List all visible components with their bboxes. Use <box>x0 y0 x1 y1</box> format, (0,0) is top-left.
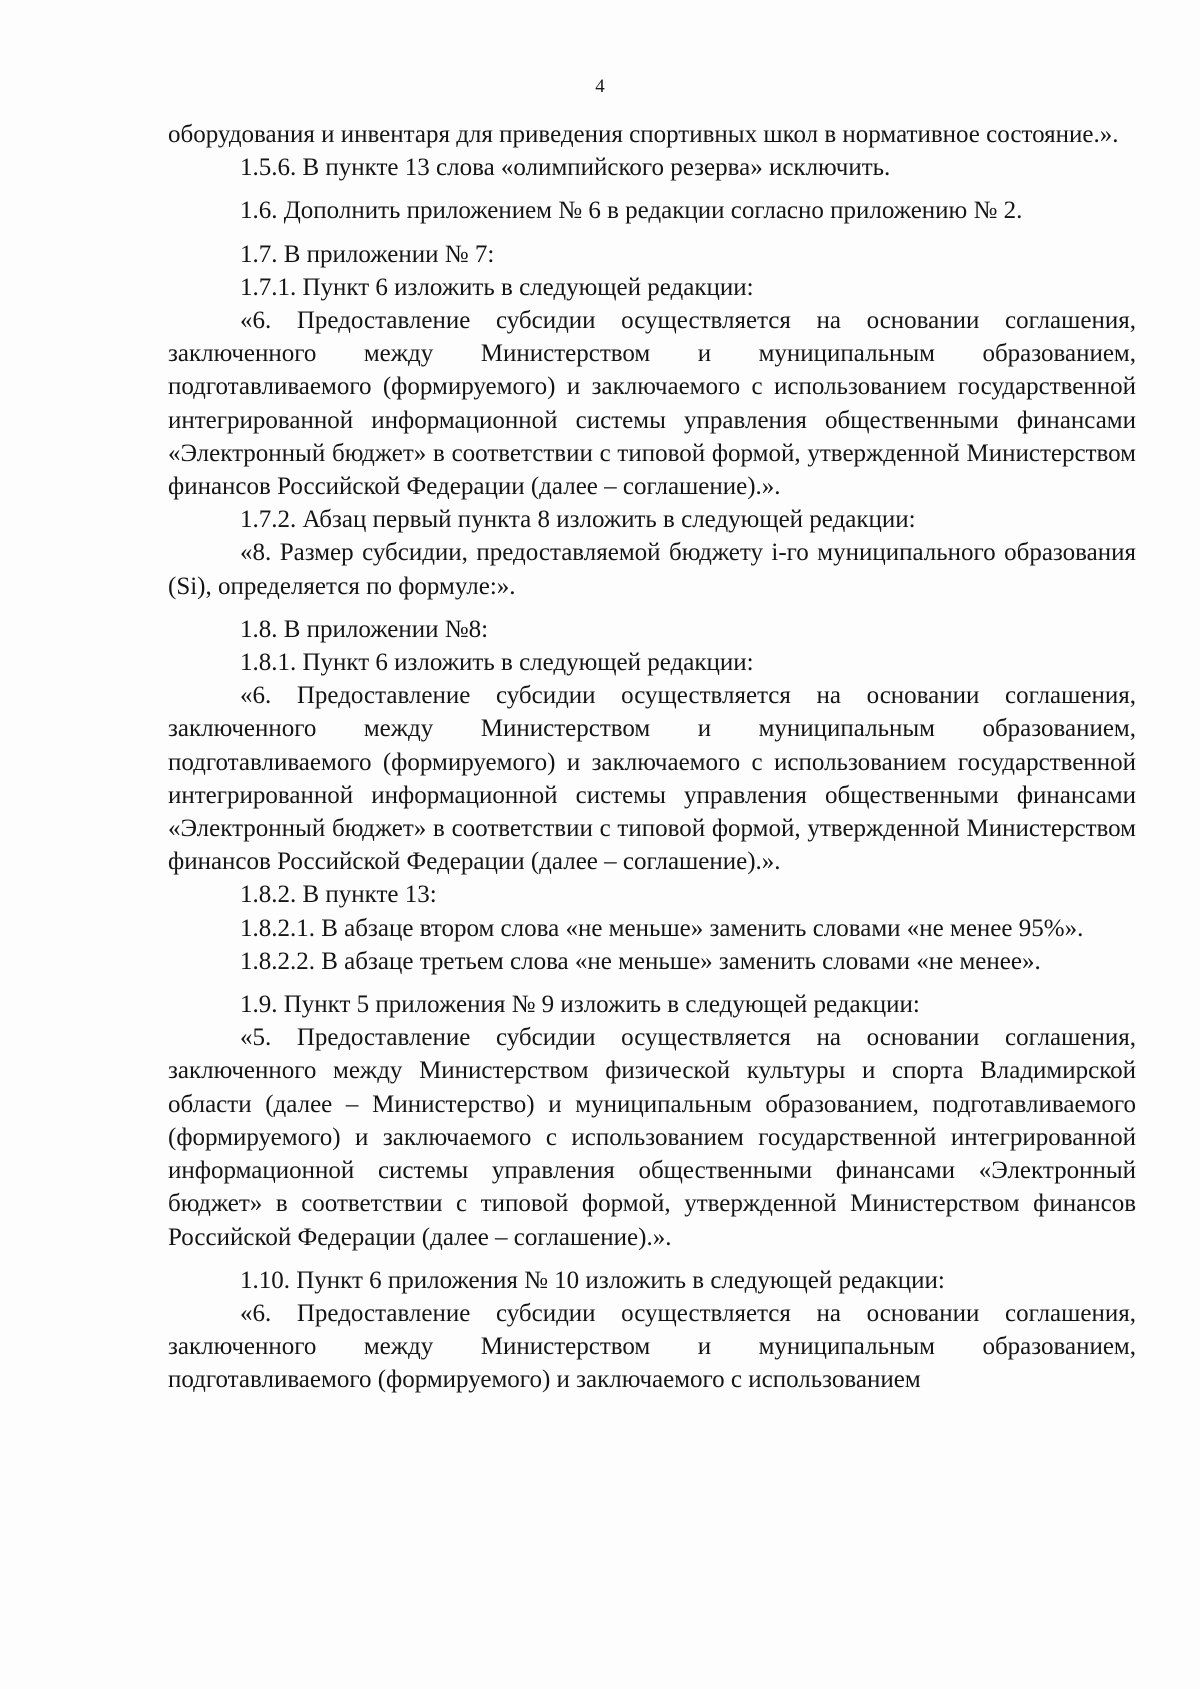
paragraph-1-6: 1.6. Дополнить приложением № 6 в редакции согласно приложению № 2. <box>240 197 1023 225</box>
paragraph-1-5-6: 1.5.6. В пункте 13 слова «олимпийского резерва» исключить. <box>240 154 891 182</box>
paragraph-quote-8: «8. Размер субсидии, предоставляемой бюджету i-го муниципального образования (Si), определяется по формуле:». <box>168 539 1136 600</box>
paragraph-quote-6-appendix-7: «6. Предоставление субсидии осуществляется на основании соглашения, заключенного между Министерством и муниципальным образованием, подготавливаемого (формируемого) и заключаемого с использованием государственной интегрированной информационной системы управления общественными финансами «Электронный бюджет» в соответствии с типовой формой, утвержденной Министерством финансов Российской Федерации (далее – соглашение).». <box>168 307 1136 501</box>
paragraph-1-8: 1.8. В приложении №8: <box>240 615 489 643</box>
page-number: 4 <box>595 76 605 97</box>
paragraph-1-8-2-1: 1.8.2.1. В абзаце втором слова «не меньше» заменить словами «не менее 95%». <box>240 914 1084 942</box>
paragraph-quote-5-appendix-9: «5. Предоставление субсидии осуществляется на основании соглашения, заключенного между Министерством физической культуры и спорта Владимирской области (далее – Министерство) и муниципальным образованием, подготавливаемого (формируемого) и заключаемого с использованием государственной интегрированной информационной системы управления общественными финансами «Электронный бюджет» в соответствии с типовой формой, утвержденной Министерством финансов Российской Федерации (далее – соглашение).». <box>168 1024 1136 1251</box>
paragraph-1-8-2-2: 1.8.2.2. В абзаце третьем слова «не меньше» заменить словами «не менее». <box>240 947 1041 975</box>
paragraph-1-7-2: 1.7.2. Абзац первый пункта 8 изложить в следующей редакции: <box>240 506 916 534</box>
paragraph-1-10: 1.10. Пункт 6 приложения № 10 изложить в следующей редакции: <box>240 1266 945 1294</box>
paragraph-continuation: оборудования и инвентаря для приведения спортивных школ в нормативное состояние.». <box>168 121 1119 148</box>
paragraph-1-7: 1.7. В приложении № 7: <box>240 240 495 268</box>
paragraph-quote-6-appendix-10: «6. Предоставление субсидии осуществляется на основании соглашения, заключенного между Министерством и муниципальным образованием, подготавливаемого (формируемого) и заключаемого с использованием <box>168 1299 1136 1394</box>
paragraph-1-9: 1.9. Пункт 5 приложения № 9 изложить в следующей редакции: <box>240 991 920 1019</box>
document-body <box>168 118 1136 1397</box>
paragraph-1-8-2: 1.8.2. В пункте 13: <box>240 881 437 909</box>
paragraph-1-8-1: 1.8.1. Пункт 6 изложить в следующей редакции: <box>240 649 754 677</box>
paragraph-quote-6-appendix-8: «6. Предоставление субсидии осуществляется на основании соглашения, заключенного между Министерством и муниципальным образованием, подготавливаемого (формируемого) и заключаемого с использованием государственной интегрированной информационной системы управления общественными финансами «Электронный бюджет» в соответствии с типовой формой, утвержденной Министерством финансов Российской Федерации (далее – соглашение).». <box>168 682 1136 876</box>
paragraph-1-7-1: 1.7.1. Пункт 6 изложить в следующей редакции: <box>240 273 754 301</box>
